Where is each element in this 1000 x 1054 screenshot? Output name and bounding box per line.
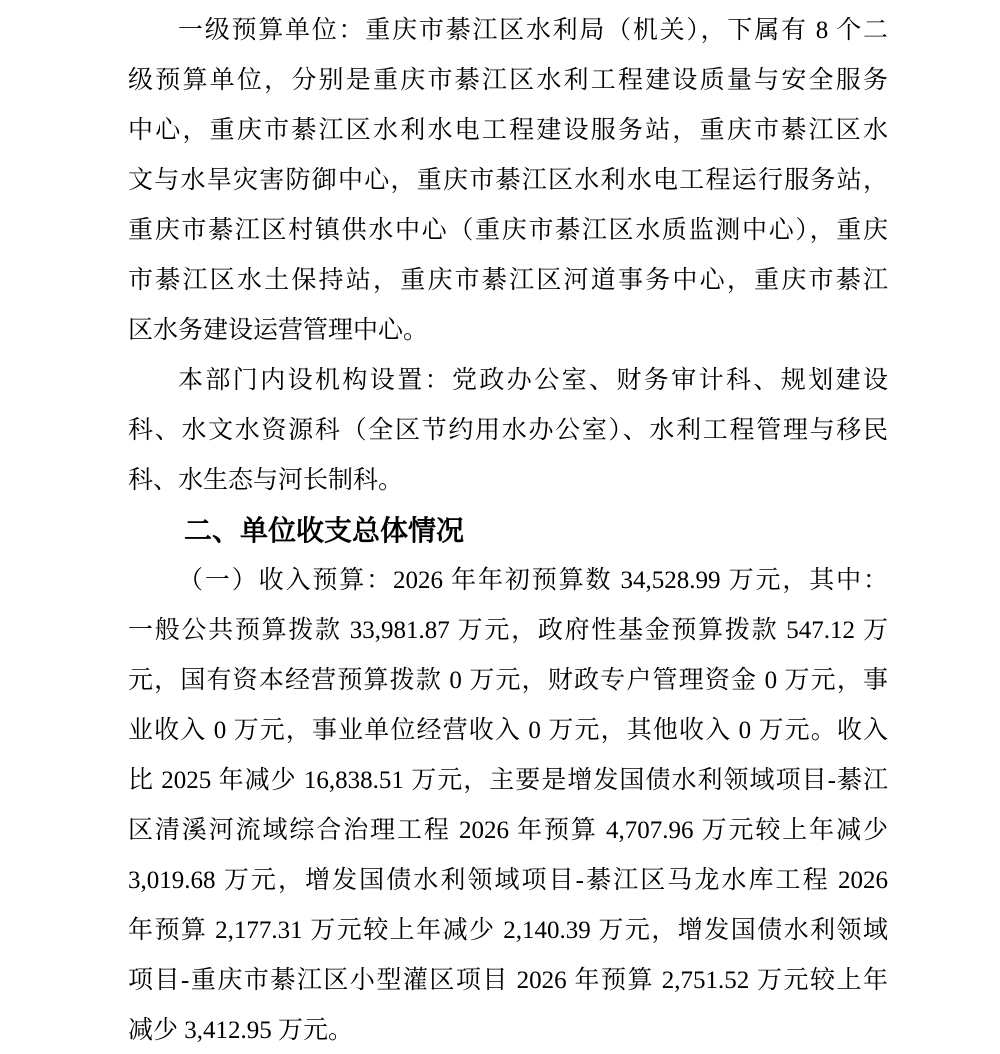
text-line: 业收入 0 万元，事业单位经营收入 0 万元，其他收入 0 万元。收入 xyxy=(128,717,888,744)
text-line: （一）收入预算：2026 年年初预算数 34,528.99 万元，其中： xyxy=(178,567,888,594)
text-line: 减少 3,412.95 万元。 xyxy=(128,1017,354,1044)
text-line: 科、水生态与河长制科。 xyxy=(128,467,404,494)
text-line: 科、水文水资源科（全区节约用水办公室）、水利工程管理与移民 xyxy=(128,417,888,444)
text-line: 区水务建设运营管理中心。 xyxy=(128,317,429,344)
text-line: 市綦江区水土保持站，重庆市綦江区河道事务中心，重庆市綦江 xyxy=(128,267,888,294)
text-line: 一般公共预算拨款 33,981.87 万元，政府性基金预算拨款 547.12 万 xyxy=(128,617,888,644)
text-line: 本部门内设机构设置：党政办公室、财务审计科、规划建设 xyxy=(178,367,888,394)
text-line: 文与水旱灾害防御中心，重庆市綦江区水利水电工程运行服务站， xyxy=(128,167,888,194)
text-line: 项目-重庆市綦江区小型灌区项目 2026 年预算 2,751.52 万元较上年 xyxy=(128,967,888,994)
section-heading: 二、单位收支总体情况 xyxy=(184,515,465,546)
text-line: 3,019.68 万元，增发国债水利领域项目-綦江区马龙水库工程 2026 xyxy=(128,867,888,894)
text-line: 比 2025 年减少 16,838.51 万元，主要是增发国债水利领域项目-綦江 xyxy=(128,767,888,794)
paragraph-internal-organization xyxy=(128,356,888,506)
text-line: 年预算 2,177.31 万元较上年减少 2,140.39 万元，增发国债水利领域 xyxy=(128,917,888,944)
text-line: 重庆市綦江区村镇供水中心（重庆市綦江区水质监测中心），重庆 xyxy=(128,217,888,244)
text-line: 元，国有资本经营预算拨款 0 万元，财政专户管理资金 0 万元，事 xyxy=(128,667,888,694)
text-line: 级预算单位，分别是重庆市綦江区水利工程建设质量与安全服务 xyxy=(128,67,888,94)
text-line: 一级预算单位：重庆市綦江区水利局（机关），下属有 8 个二 xyxy=(178,17,888,44)
paragraph-budget-units xyxy=(128,6,888,356)
text-line: 中心，重庆市綦江区水利水电工程建设服务站，重庆市綦江区水 xyxy=(128,117,888,144)
text-line: 区清溪河流域综合治理工程 2026 年预算 4,707.96 万元较上年减少 xyxy=(128,817,888,844)
paragraph-revenue-budget xyxy=(128,556,888,1054)
